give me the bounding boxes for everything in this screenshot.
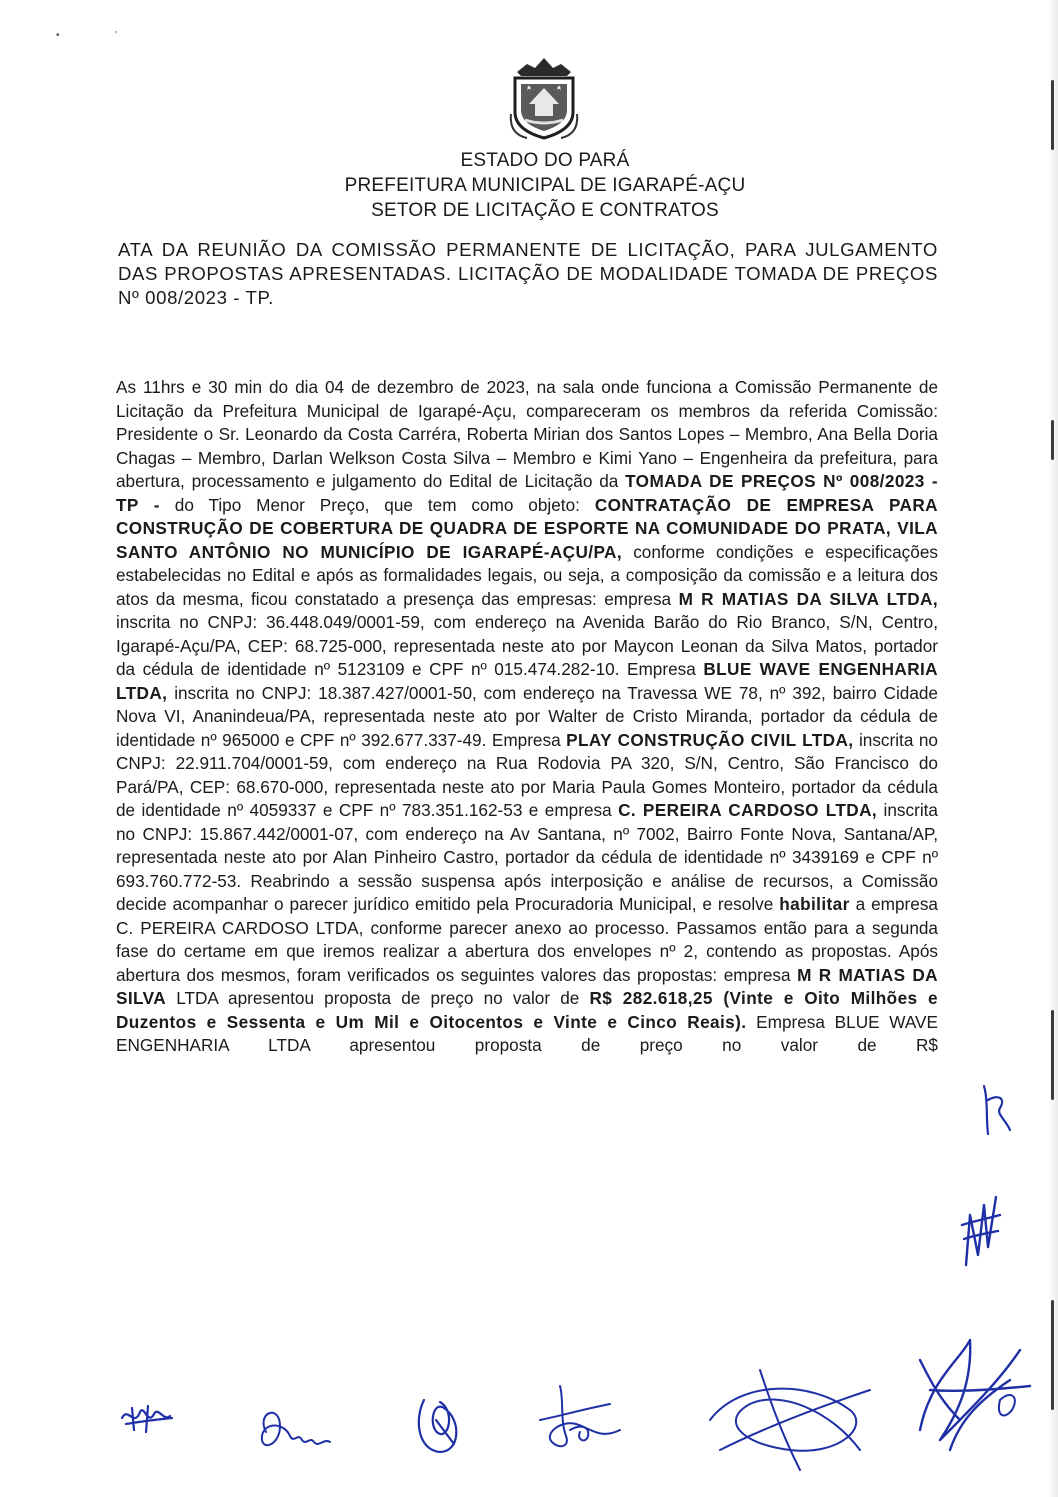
margin-initials-2-icon <box>956 1185 1006 1275</box>
body-bold-text: R$ 282.618,25 (Vinte e Oito Milhões e Duzentos e Sessenta e Um Mil e Oitocentos e Vinte e Cinco Reais). <box>116 988 938 1032</box>
page-edge-shadow <box>1048 0 1058 1497</box>
margin-initials-3-icon <box>900 1320 1040 1460</box>
body-text: a empresa C. PEREIRA CARDOSO LTDA, conforme parecer anexo ao processo. Passamos então para a segunda fase do certame em que iremos realizar a abertura dos envelopes nº 2, contendo as propostas. Após abertura dos mesmos, foram verificados os seguintes valores das propostas: empresa <box>116 894 938 985</box>
signature-3-icon <box>410 1390 470 1460</box>
body-text: inscrita no CNPJ: 36.448.049/0001-59, com endereço na Avenida Barão do Rio Branco, S/N, Centro, Igarapé-Açu/PA, CEP: 68.725-000, representada neste ato por Maycon Leonan da Silva Matos, portador da cédula de identidade nº 5123109 e CPF nº 015.474.282-10. Empresa <box>116 612 938 679</box>
body-text: inscrita no CNPJ: 22.911.704/0001-59, com endereço na Rua Rodovia PA 320, S/N, Centro, São Francisco do Pará/PA, CEP: 68.670-000, representada neste ato por Maria Paula Gomes Monteiro, portador da cédula de identidade nº 4059337 e CPF nº 783.351.162-53 e empresa <box>116 729 938 820</box>
body-bold-text: CONTRATAÇÃO DE EMPRESA PARA CONSTRUÇÃO DE COBERTURA DE QUADRA DE ESPORTE NA COMUNIDADE DO PRATA, VILA SANTO ANTÔNIO NO MUNICÍPIO DE IGARAPÉ-AÇU/PA, <box>116 494 938 562</box>
body-text: inscrita no CNPJ: 15.867.442/0001-07, com endereço na Av Santana, nº 7002, Bairro Fonte Nova, Santana/AP, representada neste ato por Alan Pinheiro Castro, portador da cédula de identidade nº 3439169 e CPF nº 693.760.772-53. Reabrindo a sessão suspensa após interposição e análise de recursos, a Comissão decide acompanhar o parecer jurídico emitido pela Procuradoria Municipal, e resolve <box>116 800 938 914</box>
body-text: LTDA apresentou proposta de preço no valor de <box>176 988 580 1008</box>
signature-1-icon <box>118 1398 178 1438</box>
body-text: As 11hrs e 30 min do dia 04 de dezembro de 2023, na sala onde funciona a Comissão Permanente de Licitação da Prefeitura Municipal de Igarapé-Açu, compareceram os membros da referida Comissão: Presidente o Sr. Leonardo da Costa Carréra, Roberta Mirian dos Santos Lopes – Membro, Ana Bella Doria Chagas – Membro, Darlan Welkson Costa Silva – Membro e Kimi Yano – Engenheira da prefeitura, para abertura, processamento e julgamento do Edital de Licitação da <box>116 377 938 491</box>
scan-edge-mark <box>1051 420 1054 460</box>
signature-2-icon <box>250 1402 340 1462</box>
body-text: conforme condições e especificações estabelecidas no Edital e após as formalidades legais, ou seja, a composição da comissão e a leitura dos atos da mesma, ficou constatado a presença das empresas: empresa <box>116 541 938 609</box>
scan-speck: • ' <box>56 30 117 41</box>
scan-edge-mark <box>1051 80 1054 150</box>
body-text: do Tipo Menor Preço, que tem como objeto: <box>174 494 580 515</box>
header-state: ESTADO DO PARÁ <box>460 150 630 171</box>
body-bold-text: M R MATIAS DA SILVA LTDA, <box>678 588 938 609</box>
body-bold-text: habilitar <box>779 894 850 914</box>
scan-edge-mark <box>1051 1010 1054 1100</box>
coat-of-arms-icon <box>507 54 581 140</box>
document-title: ATA DA REUNIÃO DA COMISSÃO PERMANENTE DE LICITAÇÃO, PARA JULGAMENTO DAS PROPOSTAS APRESENTADAS. LICITAÇÃO DE MODALIDADE TOMADA DE PREÇOS Nº 008/2023 - TP. <box>118 239 938 308</box>
signature-4-icon <box>530 1380 630 1460</box>
body-bold-text: TOMADA DE PREÇOS Nº 008/2023 - TP - <box>116 471 938 515</box>
document-header <box>280 148 810 223</box>
signature-5-icon <box>700 1360 880 1480</box>
margin-initials-1-icon <box>976 1080 1016 1140</box>
document-body <box>116 376 938 1058</box>
body-bold-text: C. PEREIRA CARDOSO LTDA, <box>618 800 878 820</box>
body-text: Empresa BLUE WAVE ENGENHARIA LTDA apresentou proposta de preço no valor de R$ <box>116 1011 938 1055</box>
header-sector: SETOR DE LICITAÇÃO E CONTRATOS <box>371 200 719 221</box>
body-text: inscrita no CNPJ: 18.387.427/0001-50, com endereço na Travessa WE 78, nº 392, bairro Cidade Nova VI, Ananindeua/PA, representada neste ato por Walter de Cristo Miranda, portador da cédula de identidade nº 965000 e CPF nº 392.677.337-49. Empresa <box>116 682 938 750</box>
body-bold-text: M R MATIAS DA SILVA <box>116 964 938 1008</box>
body-bold-text: PLAY CONSTRUÇÃO CIVIL LTDA, <box>566 729 854 750</box>
scan-edge-mark <box>1051 1300 1054 1410</box>
header-city-hall: PREFEITURA MUNICIPAL DE IGARAPÉ-AÇU <box>344 175 746 196</box>
body-bold-text: BLUE WAVE ENGENHARIA LTDA, <box>116 659 938 703</box>
